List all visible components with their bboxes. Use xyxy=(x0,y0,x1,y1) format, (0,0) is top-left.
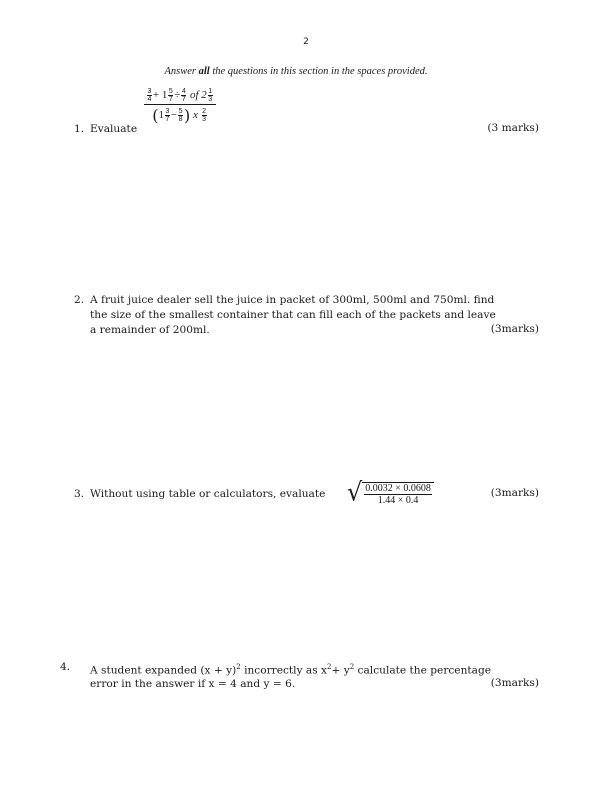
question-4-line-1: A student expanded $(x + y)^2$ incorrectly as $x^2+ y^2$ calculate the percentage xyxy=(90,663,492,677)
instruction-text-b: the questions in this section in the spaces provided. xyxy=(209,66,428,77)
instruction-text-a: Answer xyxy=(164,66,199,77)
question-3-text: Without using table or calculators, evaluate xyxy=(90,488,326,500)
question-1-number: 1. xyxy=(74,123,85,135)
question-4-line-2: error in the answer if x = 4 and y = 6. xyxy=(90,678,296,690)
section-instruction xyxy=(0,66,592,77)
question-3-number: 3. xyxy=(74,488,85,500)
question-4-number: 4. xyxy=(60,661,71,673)
expression-denominator: (1 $\frac{3}{7}$ − $\frac{5}{8}$ ) x $\frac{2}{3}$ xyxy=(152,106,207,125)
page-number: 2 xyxy=(303,37,309,47)
expression-numerator: $\frac{3}{4}$ + 1 $\frac{5}{7}$ ÷ $\frac{4}{7}$ of 2 $\frac{1}{3}$ xyxy=(144,88,216,105)
question-2-line: A fruit juice dealer sell the juice in packet of 300ml, 500ml and 750ml. find xyxy=(90,294,495,306)
question-2-number: 2. xyxy=(74,294,85,306)
question-2-marks: (3marks) xyxy=(490,323,539,335)
question-3-sqrt-expression xyxy=(347,478,434,506)
question-2-text xyxy=(90,293,550,338)
question-1-expression xyxy=(144,88,216,125)
sqrt-icon: √ xyxy=(347,477,363,507)
question-1-marks: (3 marks) xyxy=(487,122,539,134)
sqrt-denominator: 1.44 × 0.4 xyxy=(377,495,419,506)
question-2-line: a remainder of 200ml. xyxy=(90,324,210,336)
question-1-label: Evaluate xyxy=(90,123,138,135)
question-3-marks: (3marks) xyxy=(490,487,539,499)
question-4-marks: (3marks) xyxy=(490,677,539,689)
sqrt-numerator: 0.0032 × 0.0608 xyxy=(365,483,431,494)
instruction-bold: all xyxy=(198,66,210,77)
question-2-line: the size of the smallest container that can fill each of the packets and leave xyxy=(90,309,496,321)
